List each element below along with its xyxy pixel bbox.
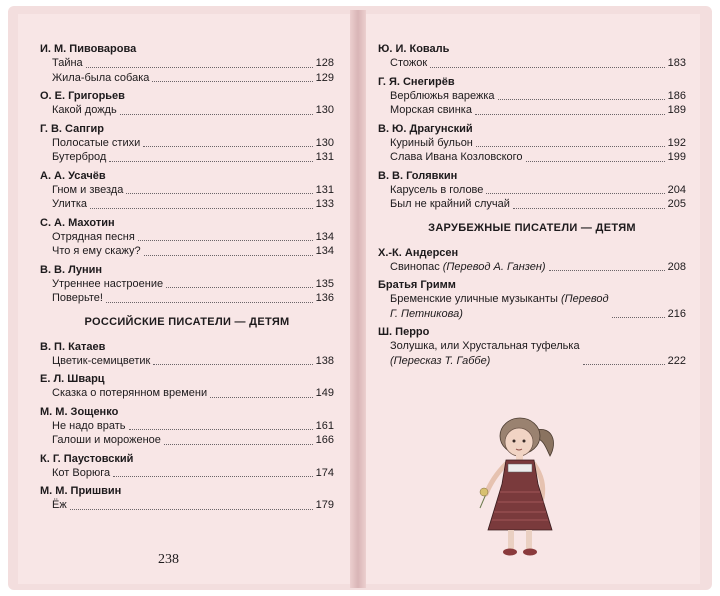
author-name: В. П. Катаев [40,340,106,353]
work-title: Улитка [52,198,88,210]
work-title: Не надо врать [52,419,126,432]
dot-leader [583,364,665,365]
toc-work[interactable] [40,386,334,401]
toc-entry [40,42,334,85]
toc-work[interactable] [40,354,334,369]
work-title: Был не крайний случай [390,198,510,210]
author-name: М. М. Зощенко [40,405,119,418]
page-ref: 205 [667,198,686,210]
dot-leader [138,240,313,241]
toc-entry [378,75,686,118]
left-entries-group-b [40,340,334,513]
toc-entry [40,169,334,212]
toc-work[interactable] [378,103,686,118]
author-name: Г. Я. Снегирёв [378,75,455,88]
dot-leader [526,161,665,162]
page-ref: 134 [315,245,334,257]
author-name: Г. В. Сапгир [40,122,104,135]
dot-leader [166,287,313,288]
page-ref: 192 [667,136,686,149]
author-name: О. Е. Григорьев [40,90,125,102]
work-title: Цветик-семицветик [52,354,151,367]
toc-entry [378,42,686,71]
work-title: Свинопас (Перевод А. Ганзен) [390,260,546,273]
left-toc [40,42,334,517]
dot-leader [513,208,665,209]
toc-work[interactable] [40,136,334,151]
book-spine [350,10,366,588]
toc-entry [40,89,334,118]
page-ref: 166 [315,434,334,446]
work-title: Морская свинка [390,104,472,116]
page-ref: 186 [667,89,686,102]
page-ref: 131 [315,183,334,196]
author-name: С. А. Махотин [40,216,115,229]
page-ref: 130 [315,104,334,116]
section-title-foreign: ЗАРУБЕЖНЫЕ ПИСАТЕЛИ — ДЕТЯМ [428,221,636,234]
dot-leader [486,193,664,194]
dot-leader [144,255,313,256]
work-title: Бутерброд [52,151,107,163]
toc-work[interactable] [378,339,686,368]
page-ref: 161 [315,419,334,432]
toc-entry [40,484,334,513]
right-toc [378,42,686,372]
author-name: И. М. Пивоварова [40,43,137,55]
toc-work[interactable] [378,150,686,165]
left-entries-group-a [40,42,334,306]
girl-illustration [474,412,574,562]
dot-leader [164,444,313,445]
work-title: Ёж [52,499,67,511]
toc-entry [378,169,686,212]
left-page [18,14,350,584]
work-title: Поверьте! [52,292,103,304]
page-ref: 204 [667,183,686,196]
work-title: Полосатые стихи [52,136,141,149]
dot-leader [210,397,313,398]
page-ref: 129 [315,71,334,84]
page-ref: 179 [315,499,334,511]
page-ref: 135 [315,277,334,290]
toc-work[interactable] [40,277,334,292]
dot-leader [86,67,313,68]
toc-work[interactable] [40,71,334,86]
dot-leader [153,364,312,365]
work-title: Верблюжья варежка [390,89,495,102]
page-ref: 130 [315,136,334,149]
dot-leader [106,302,313,303]
section-title-russian: РОССИЙСКИЕ ПИСАТЕЛИ — ДЕТЯМ [84,315,290,328]
toc-work[interactable] [40,466,334,481]
dot-leader [70,509,313,510]
toc-work[interactable] [40,103,334,118]
author-name: В. В. Лунин [40,263,102,276]
page-ref: 183 [667,57,686,69]
work-title: Куриный бульон [390,136,473,149]
dot-leader [143,146,312,147]
author-name: Х.-К. Андерсен [378,246,459,259]
work-title: Гном и звезда [52,183,124,196]
author-name: Братья Гримм [378,279,456,291]
toc-work[interactable] [40,498,334,513]
toc-work[interactable] [40,244,334,259]
page-ref: 138 [315,354,334,367]
page-ref: 208 [667,260,686,273]
dot-leader [498,99,665,100]
author-name: Е. Л. Шварц [40,373,105,385]
dot-leader [90,208,313,209]
dot-leader [109,161,312,162]
toc-entry [40,263,334,306]
page-ref: 216 [667,307,686,320]
toc-entry-andersen [378,246,686,275]
right-entries-group-a [378,42,686,212]
toc-entry [40,122,334,165]
toc-work[interactable] [378,260,686,275]
toc-work[interactable] [40,419,334,434]
author-name: В. В. Голявкин [378,169,458,182]
dot-leader [612,317,665,318]
toc-work[interactable] [40,230,334,245]
toc-work[interactable] [40,56,334,71]
work-title: Кот Ворюга [52,466,111,479]
dot-leader [129,429,313,430]
toc-work[interactable] [40,150,334,165]
work-title: Слава Ивана Козловского [390,151,523,163]
author-name: А. А. Усачёв [40,169,106,182]
page-ref: 133 [315,198,334,210]
toc-work[interactable] [378,197,686,212]
page-ref: 136 [315,292,334,304]
toc-work[interactable] [40,183,334,198]
right-page [366,14,700,584]
page-ref: 222 [667,354,686,367]
open-book [8,6,712,590]
work-title: Золушка, или Хрустальная туфелька (Пересказ Т. Габбе) [390,340,580,367]
toc-entry [40,340,334,369]
work-title: Карусель в голове [390,183,484,196]
dot-leader [152,81,312,82]
page-ref: 199 [667,151,686,163]
toc-work[interactable] [378,136,686,151]
work-title: Тайна [52,57,83,69]
page-ref: 128 [315,57,334,69]
page-number: 238 [158,552,179,567]
work-title: Какой дождь [52,104,117,116]
author-name: Ш. Перро [378,326,430,338]
page-ref: 131 [315,151,334,163]
page-ref: 134 [315,230,334,243]
dot-leader [113,476,313,477]
dot-leader [549,270,665,271]
dot-leader [475,114,665,115]
author-name: В. Ю. Драгунский [378,122,473,135]
author-name: К. Г. Паустовский [40,452,134,465]
dot-leader [476,146,665,147]
author-name: М. М. Пришвин [40,485,122,497]
toc-entry-grimm [378,278,686,321]
toc-work[interactable] [378,56,686,71]
page-ref: 189 [667,104,686,116]
work-title: Галоши и мороженое [52,434,161,446]
work-title: Сказка о потерянном времени [52,387,208,399]
toc-work[interactable] [378,183,686,198]
author-name: Ю. И. Коваль [378,43,450,55]
toc-work[interactable] [378,292,686,321]
toc-work[interactable] [378,89,686,104]
dot-leader [120,114,313,115]
work-title: Отрядная песня [52,230,135,243]
toc-work[interactable] [40,291,334,306]
work-title: Жила-была собака [52,71,150,84]
page-ref: 174 [315,466,334,479]
work-title: Утреннее настроение [52,277,164,290]
work-title: Бременские уличные музыканты (Перевод Г. Петникова) [390,293,609,320]
page-ref: 149 [315,387,334,399]
toc-entry [40,452,334,481]
work-title: Что я ему скажу? [52,245,141,257]
toc-work[interactable] [40,433,334,448]
toc-work[interactable] [40,197,334,212]
toc-entry-perrault [378,325,686,368]
dot-leader [126,193,312,194]
dot-leader [430,67,664,68]
toc-entry [40,405,334,448]
work-title: Стожок [390,57,428,69]
toc-entry [40,372,334,401]
toc-entry [378,122,686,165]
toc-entry [40,216,334,259]
